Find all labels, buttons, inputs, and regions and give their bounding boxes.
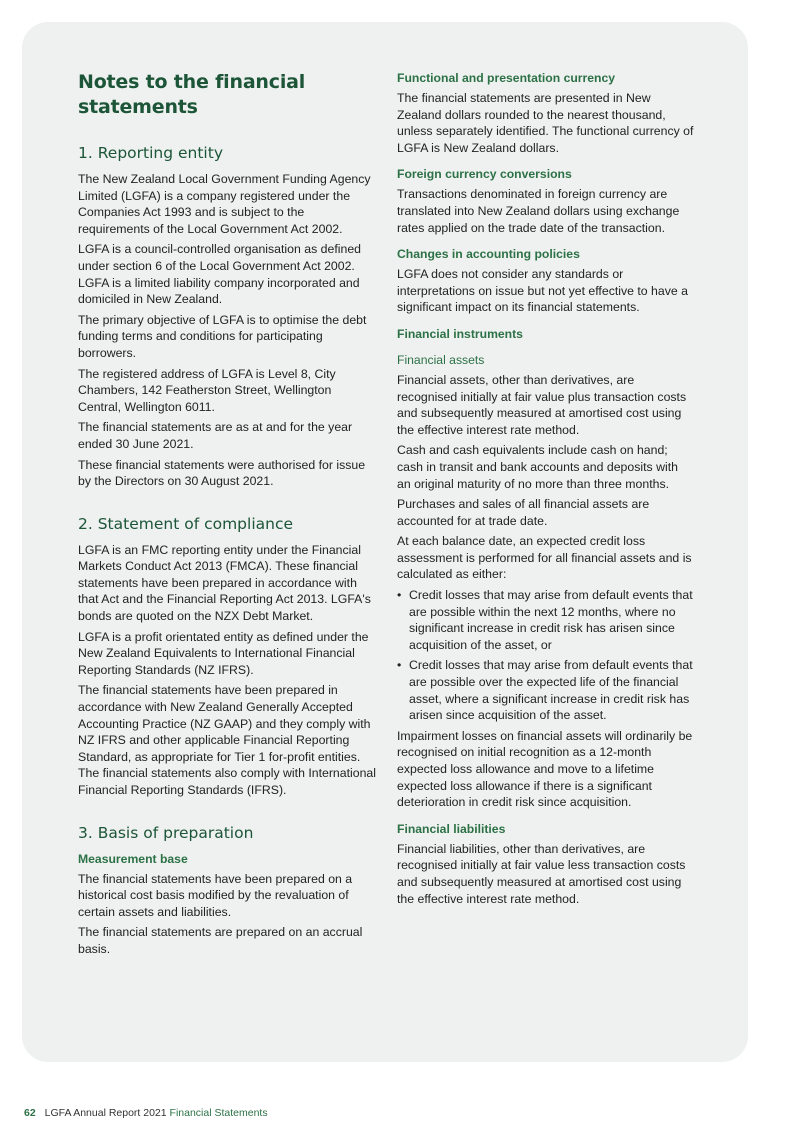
section-title-statement-of-compliance: 2. Statement of compliance <box>78 514 294 533</box>
compliance-paragraph-1: LGFA is an FMC reporting entity under the Financial Markets Conduct Act 2013 (FMCA). These financial statements have been prepared in accordance with that Act and the Financial Reporting Act 2013. LGFA's bonds are quoted on the NZX Debt Market. <box>78 542 371 624</box>
page-title <box>78 70 376 120</box>
subheading-financial-instruments: Financial instruments <box>397 326 523 341</box>
financial-assets-paragraph-3: Purchases and sales of all financial assets are accounted for at trade date. <box>397 497 650 528</box>
basis-paragraph-2: The financial statements are prepared on an accrual basis. <box>78 925 363 956</box>
financial-assets-paragraph-5: Impairment losses on financial assets will ordinarily be recognised on initial recognition as a 12-month expected loss allowance and move to a lifetime expected loss allowance if there is a significant deterioration in credit risk since acquisition. <box>397 728 693 810</box>
section-title-basis-of-preparation: 3. Basis of preparation <box>78 823 254 842</box>
page-footer <box>24 1107 268 1119</box>
foreign-currency-paragraph: Transactions denominated in foreign currency are translated into New Zealand dollars using exchange rates applied on the trade date of the transaction. <box>397 187 680 235</box>
basis-paragraph-1: The financial statements have been prepared on a historical cost basis modified by the revaluation of certain assets and liabilities. <box>78 871 353 919</box>
section-title-reporting-entity: 1. Reporting entity <box>78 144 223 162</box>
functional-currency-paragraph: The financial statements are presented in New Zealand dollars rounded to the nearest thousand, unless separately identified. The functional currency of LGFA is New Zealand dollars. <box>397 91 694 155</box>
page-title-line-2: statements <box>78 96 198 118</box>
report-name: LGFA Annual Report 2021 <box>44 1107 167 1119</box>
subheading-functional-currency: Functional and presentation currency <box>397 71 616 85</box>
credit-loss-list <box>397 587 695 724</box>
reporting-entity-paragraph-4: The registered address of LGFA is Level 8, City Chambers, 142 Featherston Street, Wellington Central, Wellington 6011. <box>78 366 336 414</box>
subheading-foreign-currency: Foreign currency conversions <box>397 167 572 182</box>
right-column <box>397 70 695 911</box>
subheading-measurement-base: Measurement base <box>78 851 188 866</box>
list-item: • Credit losses that may arise from default events that are possible within the next 12 months, where no significant increase in credit risk has arisen since acquisition of the asset, or <box>397 587 695 653</box>
accounting-policies-paragraph: LGFA does not consider any standards or interpretations on issue but not yet effective to have a significant impact on its financial statements. <box>397 267 688 315</box>
compliance-paragraph-2: LGFA is a profit orientated entity as defined under the New Zealand Equivalents to International Financial Reporting Standards (NZ IFRS). <box>78 629 369 677</box>
reporting-entity-paragraph-3: The primary objective of LGFA is to optimise the debt funding terms and conditions for participating borrowers. <box>78 312 367 360</box>
footer-section-name: Financial Statements <box>169 1107 268 1119</box>
financial-assets-paragraph-1: Financial assets, other than derivatives, are recognised initially at fair value plus transaction costs and subsequently measured at amortised cost using the effective interest rate method. <box>397 372 687 437</box>
reporting-entity-paragraph-6: These financial statements were authorised for issue by the Directors on 30 August 2021. <box>78 457 366 489</box>
subheading-accounting-policies: Changes in accounting policies <box>397 247 580 262</box>
compliance-paragraph-3: The financial statements have been prepared in accordance with New Zealand Generally Accepted Accounting Practice (NZ GAAP) and they comply with NZ IFRS and other applicable Financial Reporting Standard, as appropriate for Tier 1 for-profit entities. The financial statements also comply with International Financial Reporting Standards (IFRS). <box>78 683 377 797</box>
financial-assets-paragraph-2: Cash and cash equivalents include cash on hand; cash in transit and bank accounts and deposits with an original maturity of no more than three months. <box>397 443 678 491</box>
left-column <box>78 70 376 962</box>
list-item: • Credit losses that may arise from default events that are possible over the expected life of the financial asset, where a significant increase in credit risk has arisen since acquisition of the asset. <box>397 657 695 723</box>
subheading-financial-assets: Financial assets <box>397 352 485 367</box>
reporting-entity-paragraph-5: The financial statements are as at and for the year ended 30 June 2021. <box>78 420 353 451</box>
reporting-entity-paragraph-1: The New Zealand Local Government Funding Agency Limited (LGFA) is a company registered under the Companies Act 1993 and is subject to the requirements of the Local Government Act 2002. <box>78 172 371 236</box>
financial-assets-paragraph-4: At each balance date, an expected credit loss assessment is performed for all financial assets and is calculated as either: <box>397 534 692 582</box>
page-number: 62 <box>24 1107 36 1119</box>
reporting-entity-paragraph-2: LGFA is a council-controlled organisation as defined under section 6 of the Local Government Act 2002. LGFA is a limited liability company incorporated and domiciled in New Zealand. <box>78 242 361 307</box>
subheading-financial-liabilities: Financial liabilities <box>397 821 506 836</box>
page-title-line-1: Notes to the financial <box>78 71 306 93</box>
financial-liabilities-paragraph: Financial liabilities, other than derivatives, are recognised initially at fair value less transaction costs and subsequently measured at amortised cost using the effective interest rate method. <box>397 841 686 906</box>
